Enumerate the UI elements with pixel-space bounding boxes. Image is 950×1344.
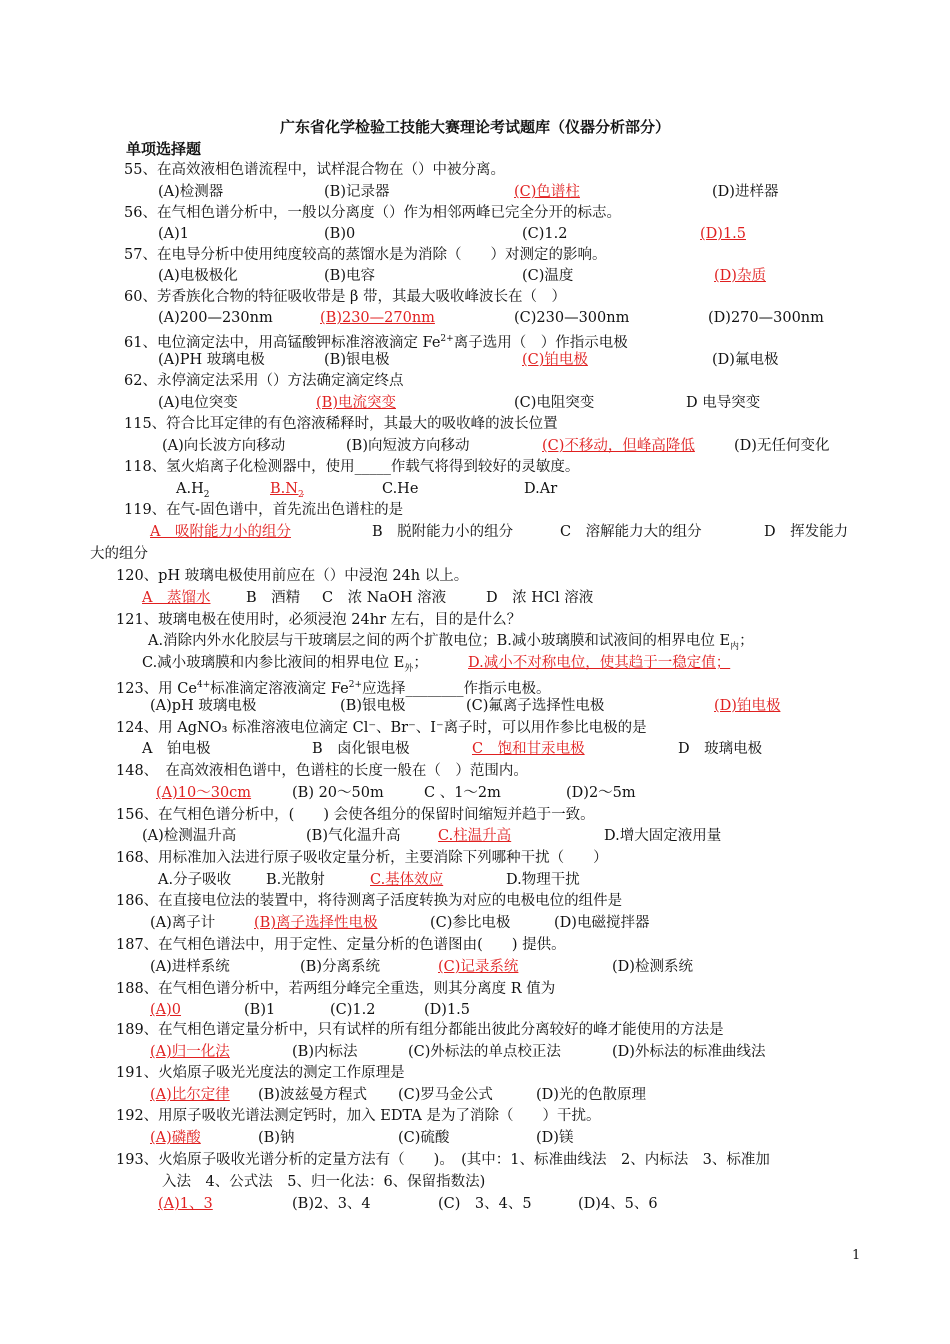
q62-option-b-answer: (B)电流突变	[316, 395, 396, 411]
question-168: 168、用标准加入法进行原子吸收定量分析，主要消除下列哪种干扰（ ）	[116, 850, 608, 866]
q123-superscript-1: 4+	[196, 680, 211, 690]
q60-option-d: (D)270—300nm	[708, 310, 824, 326]
q187-option-b: (B)分离系统	[300, 959, 380, 975]
q191-option-b: (B)波兹曼方程式	[258, 1087, 367, 1103]
q121-option-c-end: ；	[413, 655, 428, 671]
question-56: 56、在气相色谱分析中，一般以分离度（）作为相邻两峰已完全分开的标志。	[124, 205, 621, 221]
question-57: 57、在电导分析中使用纯度较高的蒸馏水是为消除（ ）对测定的影响。	[124, 247, 607, 263]
q123-option-c: (C)氟离子选择性电极	[466, 698, 605, 714]
q186-option-b-answer: (B)离子选择性电极	[254, 915, 378, 931]
q193-option-d: (D)4、5、6	[578, 1196, 658, 1212]
question-119: 119、在气-固色谱中，首先流出色谱柱的是	[124, 502, 404, 518]
q124-option-b: B 卤化银电极	[312, 741, 410, 757]
question-62: 62、永停滴定法采用（）方法确定滴定终点	[124, 373, 404, 389]
q121-option-c-text: C.减小玻璃膜和内参比液间的相界电位 E	[142, 655, 405, 671]
q61-text-post: 离子选用（ ）作指示电极	[453, 334, 628, 351]
q193-continuation: 入法 4、公式法 5、归一化法：6、保留指数法)	[162, 1174, 486, 1190]
q124-option-a: A 铂电极	[142, 741, 211, 757]
q119-option-a-answer: A 吸附能力小的组分	[150, 524, 291, 540]
q120-option-c: C 浓 NaOH 溶液	[322, 590, 447, 606]
question-156: 156、在气相色谱分析中，( ) 会使各组分的保留时间缩短并趋于一致。	[116, 807, 595, 823]
q193-option-a-answer: (A)1、3	[158, 1196, 213, 1212]
q192-option-b: (B)钠	[258, 1130, 295, 1146]
q124-option-c-answer: C 饱和甘汞电极	[472, 741, 585, 757]
q191-option-a-answer: (A)比尔定律	[150, 1087, 230, 1103]
q61-superscript: 2+	[440, 334, 454, 344]
q61-option-d: (D)氟电极	[712, 352, 779, 368]
question-120: 120、pH 玻璃电极使用前应在（）中浸泡 24h 以上。	[116, 568, 469, 584]
q121-option-ab-text: A.消除内外水化胶层与干玻璃层之间的两个扩散电位；B.减小玻璃膜和试液间的相界电位 E	[148, 633, 731, 649]
q123-text-mid: 标准滴定溶液滴定 Fe	[210, 680, 349, 697]
q189-option-d: (D)外标法的标准曲线法	[612, 1044, 766, 1060]
q191-option-d: (D)光的色散原理	[536, 1087, 646, 1103]
question-118: 118、氢火焰离子化检测器中，使用_____作载气将得到较好的灵敏度。	[124, 459, 580, 475]
q119-option-c: C 溶解能力大的组分	[560, 524, 702, 540]
question-60: 60、芳香族化合物的特征吸收带是 β 带，其最大吸收峰波长在（ ）	[124, 289, 567, 305]
q192-option-c: (C)硫酸	[398, 1130, 450, 1146]
q186-option-d: (D)电磁搅拌器	[554, 915, 650, 931]
q168-option-b: B.光散射	[266, 872, 325, 888]
q193-option-c: (C) 3、4、5	[438, 1196, 532, 1212]
q119-option-b: B 脱附能力小的组分	[372, 524, 514, 540]
q115-option-c-answer: (C)不移动，但峰高降低	[542, 438, 695, 454]
question-188: 188、在气相色谱分析中，若两组分峰完全重迭，则其分离度 R 值为	[116, 981, 556, 997]
q56-option-b: (B)0	[324, 226, 356, 242]
q62-option-a: (A)电位突变	[158, 395, 238, 411]
q55-option-c-answer: (C)色谱柱	[514, 184, 580, 200]
q120-option-a-answer: A 蒸馏水	[142, 590, 211, 606]
q187-option-d: (D)检测系统	[612, 959, 693, 975]
q56-option-c: (C)1.2	[522, 226, 568, 242]
q156-option-c-answer: C.柱温升高	[438, 828, 512, 844]
question-187: 187、在气相色谱法中，用于定性、定量分析的色谱图由( ) 提供。	[116, 937, 566, 953]
q168-option-d: D.物理干扰	[506, 872, 580, 888]
q118-option-b-subscript: 2	[297, 489, 304, 500]
section-heading: 单项选择题	[126, 140, 202, 158]
q189-option-b: (B)内标法	[292, 1044, 358, 1060]
q186-option-a: (A)离子计	[150, 915, 216, 931]
q61-option-c-answer: (C)铂电极	[522, 352, 588, 368]
q156-option-b: (B)气化温升高	[306, 828, 401, 844]
q121-option-ab-end: ；	[739, 633, 754, 649]
q61-option-b: (B)银电极	[324, 352, 390, 368]
q120-option-b: B 酒精	[246, 590, 301, 606]
q123-option-b: (B)银电极	[340, 698, 406, 714]
q148-option-a-answer: (A)10～30cm	[156, 785, 252, 801]
q156-option-d: D.增大固定液用量	[604, 828, 722, 844]
q119-continuation: 大的组分	[90, 546, 148, 562]
q123-option-d-answer: (D)铂电极	[714, 698, 781, 714]
q56-option-a: (A)1	[158, 226, 190, 242]
q57-option-c: (C)温度	[522, 268, 574, 284]
page-number: 1	[852, 1248, 861, 1263]
question-121: 121、玻璃电极在使用时，必须浸泡 24hr 左右，目的是什么？	[116, 612, 522, 628]
q188-option-d: (D)1.5	[424, 1002, 470, 1018]
question-191: 191、火焰原子吸光光度法的测定工作原理是	[116, 1065, 405, 1081]
q121-option-d-answer: D.减小不对称电位，使其趋于一稳定值；	[468, 655, 731, 671]
q188-option-c: (C)1.2	[330, 1002, 376, 1018]
q188-option-b: (B)1	[244, 1002, 276, 1018]
q123-text-pre: 123、用 Ce	[116, 680, 197, 697]
question-124: 124、用 AgNO₃ 标准溶液电位滴定 Cl⁻、Br⁻、I⁻离子时，可以用作参比电极的是	[116, 720, 647, 736]
q191-option-c: (C)罗马金公式	[398, 1087, 493, 1103]
q60-option-a: (A)200—230nm	[158, 310, 273, 326]
q118-option-b-text: B.N	[270, 481, 298, 497]
q61-text-pre: 61、电位滴定法中，用高锰酸钾标准溶液滴定 Fe	[124, 334, 441, 351]
q189-option-c: (C)外标法的单点校正法	[408, 1044, 561, 1060]
question-115: 115、符合比耳定律的有色溶液稀释时，其最大的吸收峰的波长位置	[124, 416, 558, 432]
q118-option-d: D.Ar	[524, 481, 558, 497]
q57-option-a: (A)电极极化	[158, 268, 238, 284]
page-title: 广东省化学检验工技能大赛理论考试题库（仪器分析部分）	[279, 118, 670, 136]
q187-option-c-answer: (C)记录系统	[438, 959, 519, 975]
q121-option-c-subscript: 外	[404, 663, 414, 674]
q192-option-a-answer: (A)磷酸	[150, 1130, 201, 1146]
q62-option-c: (C)电阻突变	[514, 395, 595, 411]
q168-option-a: A.分子吸收	[158, 872, 232, 888]
q123-superscript-2: 2+	[348, 680, 362, 690]
question-148: 148、 在高效液相色谱中，色谱柱的长度一般在（ ）范围内。	[116, 763, 528, 779]
q61-option-a: (A)PH 玻璃电极	[158, 352, 265, 368]
q55-option-d: (D)进样器	[712, 184, 779, 200]
q57-option-b: (B)电容	[324, 268, 375, 284]
q121-option-ab-subscript: 内	[730, 641, 740, 652]
q55-option-a: (A)检测器	[158, 184, 224, 200]
q55-option-b: (B)记录器	[324, 184, 390, 200]
question-193: 193、火焰原子吸收光谱分析的定量方法有（ )。 (其中：1、标准曲线法 2、内标法 3、标准加	[116, 1152, 770, 1168]
q123-option-a: (A)pH 玻璃电极	[150, 698, 257, 714]
q62-option-d: D 电导突变	[686, 395, 761, 411]
q156-option-a: (A)检测温升高	[142, 828, 237, 844]
q193-option-b: (B)2、3、4	[292, 1196, 371, 1212]
q189-option-a-answer: (A)归一化法	[150, 1044, 230, 1060]
question-189: 189、在气相色谱定量分析中，只有试样的所有组分都能出彼此分离较好的峰才能使用的方法是	[116, 1022, 724, 1038]
q118-option-c: C.He	[382, 481, 419, 497]
q115-option-a: (A)向长波方向移动	[162, 438, 286, 454]
q188-option-a-answer: (A)0	[150, 1002, 182, 1018]
q148-option-d: (D)2～5m	[566, 785, 636, 801]
q168-option-c-answer: C.基体效应	[370, 872, 444, 888]
q123-text-post: 应选择________作指示电极。	[362, 680, 551, 697]
q60-option-b-answer: (B)230—270nm	[320, 310, 435, 326]
q192-option-d: (D)镁	[536, 1130, 574, 1146]
q118-option-a-subscript: 2	[203, 489, 210, 500]
q119-option-d: D 挥发能力	[764, 524, 849, 540]
q115-option-d: (D)无任何变化	[734, 438, 830, 454]
question-186: 186、在直接电位法的装置中，将待测离子活度转换为对应的电极电位的组件是	[116, 893, 623, 909]
q120-option-d: D 浓 HCl 溶液	[486, 590, 594, 606]
q148-option-b: (B) 20～50m	[292, 785, 384, 801]
q57-option-d-answer: (D)杂质	[714, 268, 766, 284]
q60-option-c: (C)230—300nm	[514, 310, 630, 326]
q124-option-d: D 玻璃电极	[678, 741, 763, 757]
question-192: 192、用原子吸收光谱法测定钙时，加入 EDTA 是为了消除（ ）干扰。	[116, 1108, 601, 1124]
q118-option-a-text: A.H	[176, 481, 204, 497]
q186-option-c: (C)参比电极	[430, 915, 511, 931]
q187-option-a: (A)进样系统	[150, 959, 230, 975]
question-55: 55、在高效液相色谱流程中，试样混合物在（）中被分离。	[124, 162, 505, 178]
q56-option-d-answer: (D)1.5	[700, 226, 746, 242]
q148-option-c: C 、1～2m	[424, 785, 501, 801]
q115-option-b: (B)向短波方向移动	[346, 438, 470, 454]
